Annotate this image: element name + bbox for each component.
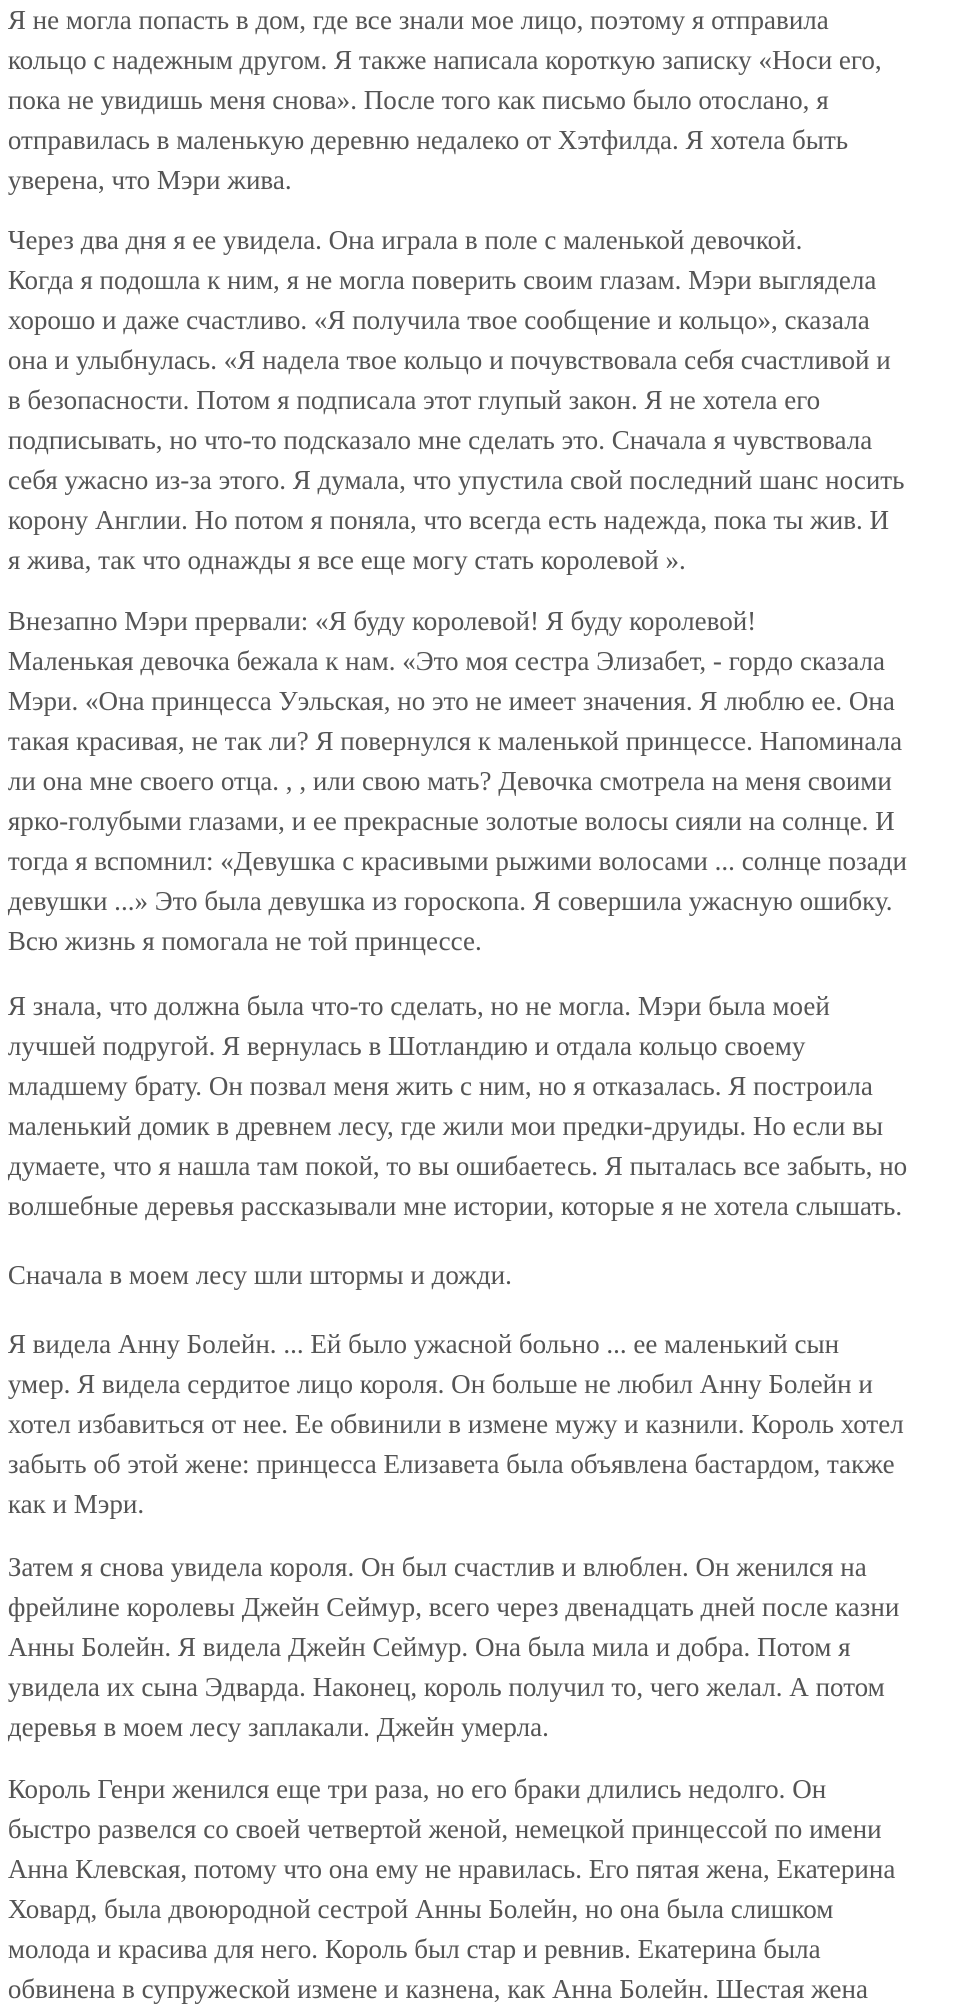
text-line: младшему брату. Он позвал меня жить с ним, но я отказалась. Я построила (7, 1070, 873, 1101)
text-line: деревья в моем лесу заплакали. Джейн умерла. (7, 1711, 549, 1742)
paragraph-5 (0, 1255, 960, 1295)
text-line: Ховард, была двоюродной сестрой Анны Болейн, но она была слишком (7, 1893, 834, 1924)
text-line: Сначала в моем лесу шли штормы и дожди. (7, 1259, 512, 1290)
text-line: волшебные деревья рассказывали мне истории, которые я не хотела слышать. (7, 1190, 903, 1221)
text-line: отправилась в маленькую деревню недалеко от Хэтфилда. Я хотела быть (7, 124, 849, 155)
paragraph-1 (0, 0, 960, 200)
text-line: Я видела Анну Болейн. ... Ей было ужасной больно ... ее маленький сын (7, 1328, 840, 1359)
text-line: быстро развелся со своей четвертой женой, немецкой принцессой по имени (7, 1813, 882, 1844)
paragraph-8 (0, 1769, 960, 2007)
paragraph-4 (0, 986, 960, 1226)
paragraph-6 (0, 1324, 960, 1524)
text-line: маленький домик в древнем лесу, где жили мои предки-друиды. Но если вы (7, 1110, 884, 1141)
paragraph-7 (0, 1547, 960, 1747)
text-line: обвинена в супружеской измене и казнена, как Анна Болейн. Шестая жена (7, 1973, 868, 2004)
text-line: Анна Клевская, потому что она ему не нравилась. Его пятая жена, Екатерина (7, 1853, 896, 1884)
text-line: Всю жизнь я помогала не той принцессе. (7, 925, 482, 956)
text-line: лучшей подругой. Я вернулась в Шотландию и отдала кольцо своему (7, 1030, 806, 1061)
text-line: хорошо и даже счастливо. «Я получила твое сообщение и кольцо», сказала (7, 304, 870, 335)
text-line: Мэри. «Она принцесса Уэльская, но это не имеет значения. Я люблю ее. Она (7, 685, 895, 716)
paragraph-3 (0, 601, 960, 961)
text-line: тогда я вспомнил: «Девушка с красивыми рыжими волосами ... солнце позади (7, 845, 907, 876)
text-line: корону Англии. Но потом я поняла, что всегда есть надежда, пока ты жив. И (7, 504, 890, 535)
text-line: как и Мэри. (7, 1488, 145, 1519)
text-line: такая красивая, не так ли? Я повернулся к маленькой принцессе. Напоминала (7, 725, 903, 756)
text-line: ли она мне своего отца. , , или свою мать? Девочка смотрела на меня своими (7, 765, 892, 796)
text-line: умер. Я видела сердитое лицо короля. Он больше не любил Анну Болейн и (7, 1368, 873, 1399)
text-line: забыть об этой жене: принцесса Елизавета была объявлена бастардом, также (7, 1448, 895, 1479)
text-line: в безопасности. Потом я подписала этот глупый закон. Я не хотела его (7, 384, 821, 415)
text-line: Через два дня я ее увидела. Она играла в поле с маленькой девочкой. (7, 224, 803, 255)
text-line: уверена, что Мэри жива. (7, 164, 292, 195)
text-line: Внезапно Мэри прервали: «Я буду королевой! Я буду королевой! (7, 605, 757, 636)
text-line: молода и красива для него. Король был стар и ревнив. Екатерина была (7, 1933, 821, 1964)
text-line: Анны Болейн. Я видела Джейн Сеймур. Она была мила и добра. Потом я (7, 1631, 851, 1662)
text-line: подписывать, но что-то подсказало мне сделать это. Сначала я чувствовала (7, 424, 873, 455)
text-line: Король Генри женился еще три раза, но его браки длились недолго. Он (7, 1773, 827, 1804)
text-line: Маленькая девочка бежала к нам. «Это моя сестра Элизабет, - гордо сказала (7, 645, 886, 676)
text-line: Затем я снова увидела короля. Он был счастлив и влюблен. Он женился на (7, 1551, 867, 1582)
text-line: ярко-голубыми глазами, и ее прекрасные золотые волосы сияли на солнце. И (7, 805, 895, 836)
text-line: Я знала, что должна была что-то сделать, но не могла. Мэри была моей (7, 990, 830, 1021)
text-line: фрейлине королевы Джейн Сеймур, всего через двенадцать дней после казни (7, 1591, 900, 1622)
text-line: Когда я подошла к ним, я не могла поверить своим глазам. Мэри выглядела (7, 264, 877, 295)
text-line: Я не могла попасть в дом, где все знали мое лицо, поэтому я отправила (7, 4, 829, 35)
text-line: думаете, что я нашла там покой, то вы ошибаетесь. Я пыталась все забыть, но (7, 1150, 908, 1181)
text-line: она и улыбнулась. «Я надела твое кольцо и почувствовала себя счастливой и (7, 344, 891, 375)
text-line: хотел избавиться от нее. Ее обвинили в измене мужу и казнили. Король хотел (7, 1408, 904, 1439)
text-line: девушки ...» Это была девушка из гороскопа. Я совершила ужасную ошибку. (7, 885, 893, 916)
text-line: я жива, так что однажды я все еще могу стать королевой ». (7, 544, 686, 575)
text-line: увидела их сына Эдварда. Наконец, король получил то, чего желал. А потом (7, 1671, 885, 1702)
text-line: себя ужасно из-за этого. Я думала, что упустила свой последний шанс носить (7, 464, 905, 495)
text-line: пока не увидишь меня снова». После того как письмо было отослано, я (7, 84, 829, 115)
paragraph-2 (0, 220, 960, 580)
text-line: кольцо с надежным другом. Я также написала короткую записку «Носи его, (7, 44, 882, 75)
